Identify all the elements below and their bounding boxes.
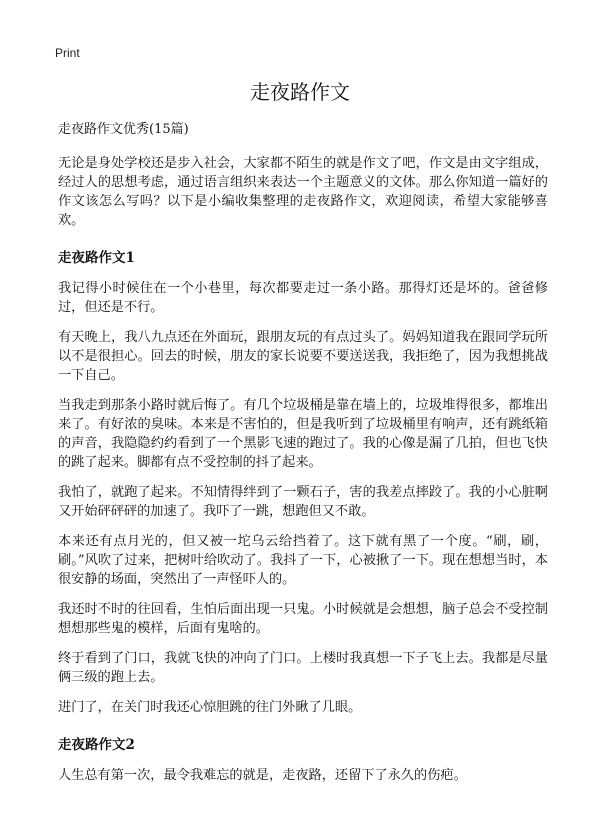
section-1-paragraph: 进门了，在关门时我还心惊胆跳的往门外瞅了几眼。 — [58, 700, 362, 715]
section-2-paragraph: 人生总有第一次，最令我难忘的就是，走夜路，还留下了永久的伤疤。 — [58, 768, 467, 783]
section-heading-2: 走夜路作文2 — [58, 737, 135, 753]
section-1-paragraph: 我记得小时候住在一个小巷里，每次都要走过一条小路。那得灯还是坏的。爸爸修过，但还是不行。 — [58, 281, 548, 315]
section-1-paragraph: 我还时不时的往回看，生怕后面出现一只鬼。小时候就是会想想，脑子总会不受控制想想那些鬼的模样，后面有鬼啥的。 — [58, 602, 548, 636]
section-1-paragraph: 终于看到了门口，我就飞快的冲向了门口。上楼时我真想一下子飞上去。我都是尽量俩三级的跑上去。 — [58, 651, 548, 685]
section-heading-1: 走夜路作文1 — [58, 250, 135, 266]
article-subtitle: 走夜路作文优秀(15篇) — [58, 122, 189, 137]
section-1-paragraph: 当我走到那条小路时就后悔了。有几个垃圾桶是靠在墙上的，垃圾堆得很多，都堆出来了。有好浓的臭味。本来是不害怕的，但是我听到了垃圾桶里有响声，还有跳纸箱的声音，我隐隐约约看到了一个黑影飞速的跑过了。我的心像是漏了几拍，但也飞快的跳了起来。脚都有点不受控制的抖了起来。 — [58, 398, 548, 470]
section-1-paragraph: 有天晚上，我八九点还在外面玩，跟朋友玩的有点过头了。妈妈知道我在跟同学玩所以不是很担心。回去的时候，朋友的家长说要不要送送我，我拒绝了，因为我想挑战一下自己。 — [58, 330, 548, 383]
intro-paragraph: 无论是身处学校还是步入社会，大家都不陌生的就是作文了吧，作文是由文字组成，经过人的思想考虑，通过语言组织来表达一个主题意义的文体。那么你知道一篇好的作文该怎么写吗？以下是小编收集整理的走夜路作文，欢迎阅读，希望大家能够喜欢。 — [58, 156, 548, 228]
section-1-paragraph: 我怕了，就跑了起来。不知情得绊到了一颗石子，害的我差点摔跤了。我的小心脏啊又开始砰砰砰的加速了。我吓了一跳，想跑但又不敢。 — [58, 485, 548, 519]
section-1-paragraph: 本来还有点月光的，但又被一坨乌云给挡着了。这下就有黑了一个度。“刷，刷，刷。”风吹了过来，把树叶给吹动了。我抖了一下，心被揪了一下。现在想想当时，本很安静的场面，突然出了一声怪吓人的。 — [58, 534, 548, 587]
article-body — [58, 120, 548, 796]
page-title: 走夜路作文 — [250, 80, 350, 104]
print-link[interactable]: Print — [55, 46, 80, 60]
